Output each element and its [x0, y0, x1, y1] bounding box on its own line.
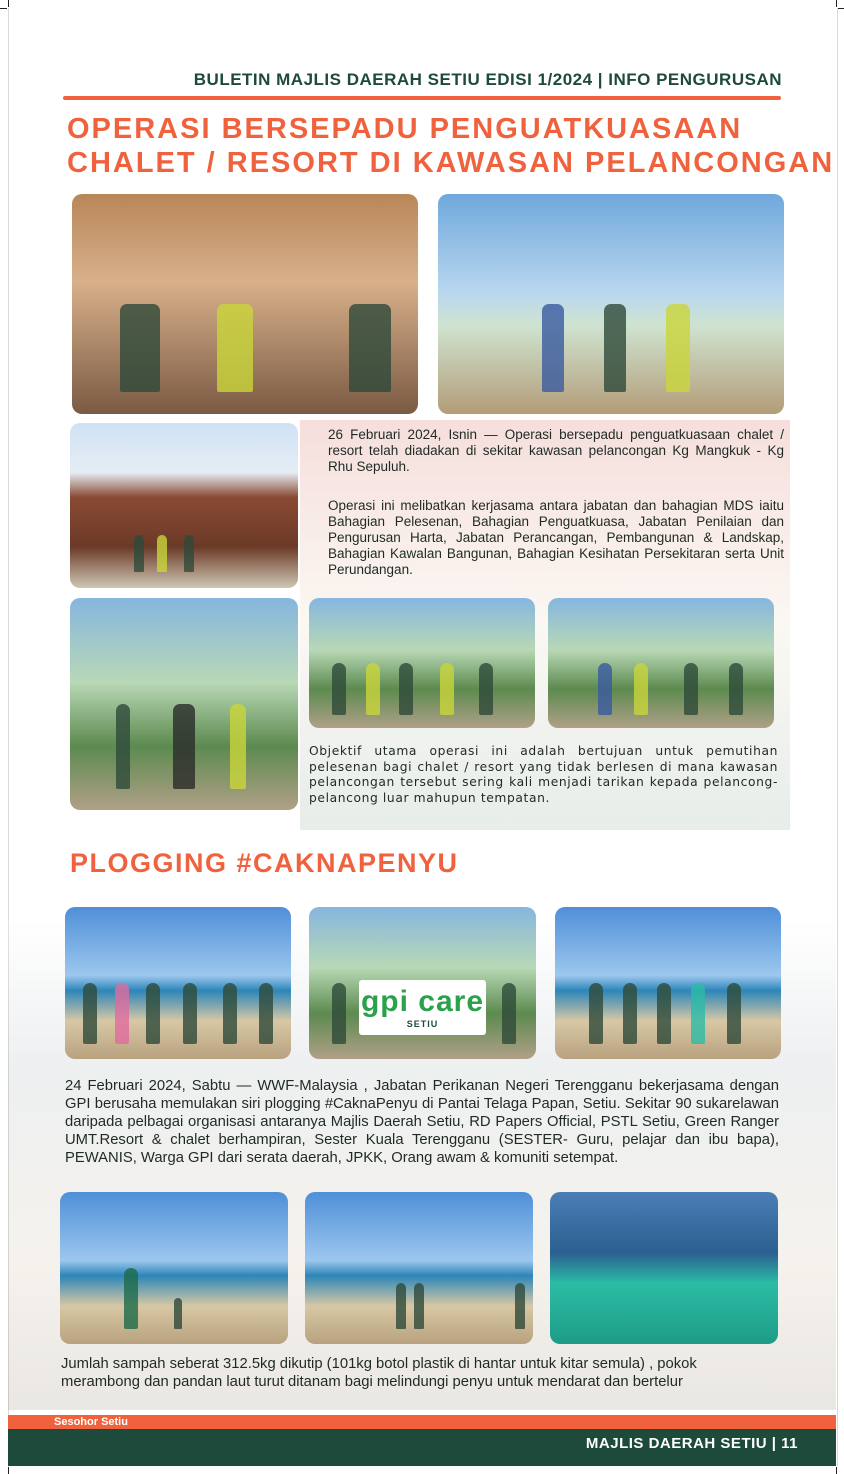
crop-mark	[836, 1467, 837, 1474]
section-title: PLOGGING #CAKNAPENYU	[70, 848, 459, 878]
photo-wooden-chalet	[70, 423, 298, 588]
article-paragraph: Objektif utama operasi ini adalah bertujuan untuk pemutihan pelesenan bagi chalet / resort yang tidak berlesen di mana kawasan pelancongan tersebut sering kali menjadi tarikan kepada pelancong-pelancong luar mahupun tempatan.	[309, 744, 778, 805]
photo-gpi-care-banner	[309, 907, 536, 1059]
article-paragraph: Jumlah sampah seberat 312.5kg dikutip (101kg botol plastik di hantar untuk kitar semula) , pokok merambong dan pandan laut turut ditanam bagi melindungi penyu untuk mendarat dan bertelur	[61, 1356, 697, 1390]
page-number: MAJLIS DAERAH SETIU | 11	[585, 1435, 798, 1452]
footer-band	[8, 1415, 836, 1429]
article-paragraph: 24 Februari 2024, Sabtu — WWF-Malaysia , Jabatan Perikanan Negeri Terengganu bekerjasama dengan GPI berusaha memulakan siri plogging #CaknaPenyu di Pantai Telaga Papan, Setiu. Sekitar 90 sukarelawan daripada pelbagai organisasi antaranya Majlis Daerah Setiu, RD Papers Official, PSTL Setiu, Green Ranger UMT.Resort & chalet berhampiran, Sester Kuala Terengganu (SESTER- Guru, pelajar dan ibu bapa), PEWANIS, Warga GPI dari serata daerah, JPKK, Orang awam & komuniti setempat.	[65, 1078, 779, 1166]
crop-mark	[8, 1467, 9, 1474]
footer-left-label: Sesohor Setiu	[54, 1416, 128, 1428]
bulletin-header: BULETIN MAJLIS DAERAH SETIU EDISI 1/2024 | INFO PENGURUSAN	[193, 70, 782, 89]
photo-plogging-group	[65, 907, 291, 1059]
photo-beach-cleanup	[60, 1192, 288, 1344]
crop-mark	[8, 0, 9, 7]
photo-resort-parking	[438, 194, 784, 414]
photo-volunteers-beach	[555, 907, 781, 1059]
article-title-line1: OPERASI BERSEPADU PENGUATKUASAAN	[67, 113, 743, 145]
photo-shoreline	[305, 1192, 533, 1344]
crop-mark	[0, 8, 7, 9]
article-paragraph: Operasi ini melibatkan kerjasama antara jabatan dan bahagian MDS iaitu Bahagian Pelesenan, Bahagian Penguatkuasa, Jabatan Penilaian dan Pengurusan Harta, Jabatan Perancangan, Pembangunan & Landskap, Bahagian Kawalan Bangunan, Bahagian Kesihatan Persekitaran serta Unit Perundangan.	[328, 498, 784, 577]
photo-collected-trash	[550, 1192, 778, 1344]
article-title-line2: CHALET / RESORT DI KAWASAN PELANCONGAN	[67, 147, 835, 179]
crop-mark	[837, 8, 844, 9]
gpi-care-logo: gpi care SETIU	[359, 980, 486, 1035]
photo-gazebo-team	[70, 598, 298, 810]
article-paragraph: 26 Februari 2024, Isnin — Operasi bersepadu penguatkuasaan chalet / resort telah diadakan di sekitar kawasan pelancongan Kg Mangkuk - Kg Rhu Sepuluh.	[328, 427, 784, 474]
crop-mark	[836, 0, 837, 7]
header-rule	[63, 96, 781, 100]
photo-beach-hut	[548, 598, 774, 728]
photo-office-inspection	[72, 194, 418, 414]
photo-team-huddle	[309, 598, 535, 728]
